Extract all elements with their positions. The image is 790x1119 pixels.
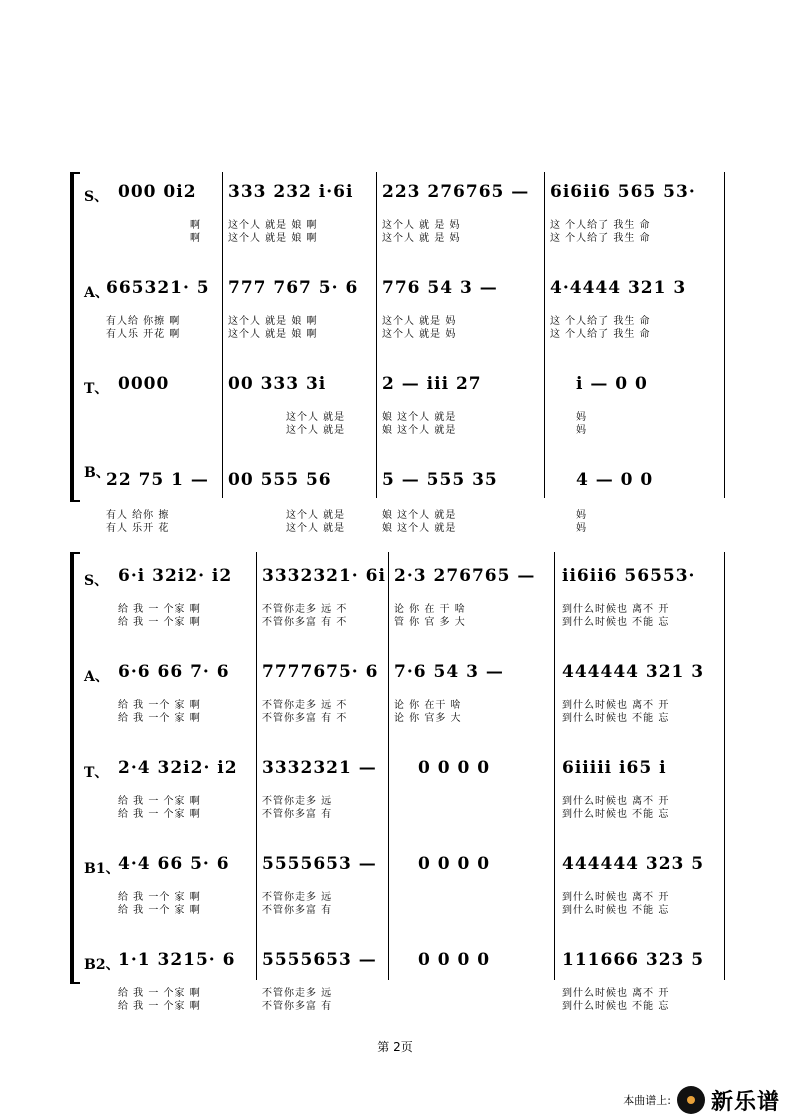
lyric-alto-m1-v1: 有人给 你擦 啊 <box>106 316 181 327</box>
lyric-tenor-m1-v2: 给 我 一 个家 啊 <box>118 809 201 820</box>
part-label-tenor: T、 <box>84 381 109 397</box>
notes-tenor-m2: 00 333 3i <box>228 374 327 394</box>
barline <box>256 552 257 980</box>
notes-tenor-m2: 3332321 — <box>262 758 377 778</box>
part-label-soprano: S、 <box>84 189 109 205</box>
barline <box>222 172 223 498</box>
lyric-bass1-m1-v2: 给 我 一个 家 啊 <box>118 905 201 916</box>
part-label-tenor: T、 <box>84 765 109 781</box>
notes-bass1-m3: 0 0 0 0 <box>418 854 491 874</box>
notes-soprano-m2: 333 232 i·6i <box>228 182 354 202</box>
notes-bass2-m1: 1·1 3215· 6 <box>118 950 236 970</box>
notes-alto-m3: 776 54 3 — <box>382 278 498 298</box>
notes-tenor-m3: 0 0 0 0 <box>418 758 491 778</box>
lyric-bass1-m2-v1: 不管你走多 远 <box>262 892 333 903</box>
lyric-tenor-m3-v1: 娘 这个人 就是 <box>382 412 457 423</box>
lyric-soprano-m3-v1: 论 你 在 干 啥 <box>394 604 466 615</box>
barline <box>554 552 555 980</box>
lyric-tenor-m4-v2: 到什么时候也 不能 忘 <box>562 809 670 820</box>
part-label-bass: B、 <box>84 465 110 481</box>
notes-tenor-m1: 2·4 32i2· i2 <box>118 758 238 778</box>
part-label-soprano: S、 <box>84 573 109 589</box>
notes-bass1-m2: 5555653 — <box>262 854 377 874</box>
notes-bass-m2: 00 555 56 <box>228 470 332 490</box>
lyric-bass1-m4-v1: 到什么时候也 离不 开 <box>562 892 670 903</box>
lyric-soprano-m3-v1: 这个人 就 是 妈 <box>382 220 461 231</box>
lyric-soprano-m3-v2: 这个人 就 是 妈 <box>382 233 461 244</box>
lyric-alto-m2-v1: 不管你走多 远 不 <box>262 700 348 711</box>
part-label-alto: A、 <box>84 669 109 685</box>
notes-alto-m1: 665321· 5 <box>106 278 210 298</box>
notes-soprano-m4: 6i6ii6 565 53· <box>550 182 696 202</box>
notes-alto-m4: 444444 321 3 <box>562 662 705 682</box>
lyric-soprano-m1-v1: 啊 <box>190 220 201 231</box>
lyric-tenor-m2-v2: 这个人 就是 <box>286 425 346 436</box>
lyric-tenor-m1-v1: 给 我 一 个家 啊 <box>118 796 201 807</box>
lyric-tenor-m4-v1: 到什么时候也 离不 开 <box>562 796 670 807</box>
lyric-alto-m3-v2: 论 你 官多 大 <box>394 713 462 724</box>
lyric-tenor-m2-v1: 不管你走多 远 <box>262 796 333 807</box>
lyric-bass2-m4-v1: 到什么时候也 离不 开 <box>562 988 670 999</box>
lyric-alto-m1-v2: 给 我 一个 家 啊 <box>118 713 201 724</box>
notes-bass2-m2: 5555653 — <box>262 950 377 970</box>
lyric-soprano-m3-v2: 管 你 官 多 大 <box>394 617 466 628</box>
page-number: 第 2页 <box>377 1040 413 1054</box>
lyric-soprano-m1-v2: 啊 <box>190 233 201 244</box>
notes-bass1-m4: 444444 323 5 <box>562 854 705 874</box>
notes-tenor-m4: 6iiiii i65 i <box>562 758 667 778</box>
lyric-bass-m3-v2: 娘 这个人 就是 <box>382 523 457 534</box>
lyric-alto-m2-v2: 不管你多富 有 不 <box>262 713 348 724</box>
lyric-bass-m4-v1: 妈 <box>576 510 587 521</box>
lyric-bass-m2-v2: 这个人 就是 <box>286 523 346 534</box>
brand-name: 新乐谱 <box>710 1089 780 1115</box>
notes-bass-m1: 22 75 1 — <box>106 470 209 490</box>
notes-tenor-m4: i — 0 0 <box>576 374 648 394</box>
notes-soprano-m1: 000 0i2 <box>118 182 197 202</box>
lyric-soprano-m2-v2: 这个人 就是 娘 啊 <box>228 233 318 244</box>
lyric-bass2-m1-v2: 给 我 一 个家 啊 <box>118 1001 201 1012</box>
lyric-soprano-m1-v2: 给 我 一 个家 啊 <box>118 617 201 628</box>
notes-soprano-m2: 3332321· 6i <box>262 566 386 586</box>
lyric-bass-m1-v1: 有人 给你 擦 <box>106 510 170 521</box>
lyric-soprano-m2-v2: 不管你多富 有 不 <box>262 617 348 628</box>
lyric-bass2-m2-v1: 不管你走多 远 <box>262 988 333 999</box>
notes-alto-m1: 6·6 66 7· 6 <box>118 662 230 682</box>
lyric-alto-m1-v2: 有人乐 开花 啊 <box>106 329 181 340</box>
notes-soprano-m1: 6·i 32i2· i2 <box>118 566 233 586</box>
lyric-bass-m4-v2: 妈 <box>576 523 587 534</box>
part-label-alto: A、 <box>84 285 109 301</box>
lyric-alto-m2-v2: 这个人 就是 娘 啊 <box>228 329 318 340</box>
lyric-alto-m3-v1: 这个人 就是 妈 <box>382 316 457 327</box>
lyric-soprano-m2-v1: 这个人 就是 娘 啊 <box>228 220 318 231</box>
notes-alto-m2: 777 767 5· 6 <box>228 278 359 298</box>
lyric-soprano-m4-v1: 这 个人给了 我生 命 <box>550 220 651 231</box>
lyric-soprano-m2-v1: 不管你走多 远 不 <box>262 604 348 615</box>
barline <box>724 552 725 980</box>
notes-alto-m2: 7777675· 6 <box>262 662 379 682</box>
barline <box>376 172 377 498</box>
notes-bass2-m3: 0 0 0 0 <box>418 950 491 970</box>
notes-bass2-m4: 111666 323 5 <box>562 950 705 970</box>
lyric-alto-m4-v1: 到什么时候也 离不 开 <box>562 700 670 711</box>
notes-tenor-m3: 2 — iii 27 <box>382 374 482 394</box>
vinyl-disc-icon <box>677 1086 705 1114</box>
notes-alto-m4: 4·4444 321 3 <box>550 278 687 298</box>
lyric-soprano-m4-v1: 到什么时候也 离不 开 <box>562 604 670 615</box>
barline <box>388 552 389 980</box>
lyric-bass-m2-v1: 这个人 就是 <box>286 510 346 521</box>
part-label-bass1: B1、 <box>84 861 120 877</box>
lyric-alto-m2-v1: 这个人 就是 娘 啊 <box>228 316 318 327</box>
system-bracket <box>70 172 80 502</box>
notes-soprano-m3: 2·3 276765 — <box>394 566 536 586</box>
lyric-tenor-m3-v2: 娘 这个人 就是 <box>382 425 457 436</box>
lyric-tenor-m2-v2: 不管你多富 有 <box>262 809 333 820</box>
lyric-bass2-m1-v1: 给 我 一 个家 啊 <box>118 988 201 999</box>
barline <box>544 172 545 498</box>
score-system-2 <box>70 552 730 1022</box>
lyric-bass-m1-v2: 有人 乐开 花 <box>106 523 170 534</box>
lyric-soprano-m1-v1: 给 我 一 个家 啊 <box>118 604 201 615</box>
lyric-bass1-m2-v2: 不管你多富 有 <box>262 905 333 916</box>
part-label-bass2: B2、 <box>84 957 120 973</box>
lyric-tenor-m4-v1: 妈 <box>576 412 587 423</box>
lyric-bass2-m4-v2: 到什么时候也 不能 忘 <box>562 1001 670 1012</box>
lyric-bass-m3-v1: 娘 这个人 就是 <box>382 510 457 521</box>
score-system-1 <box>70 172 730 502</box>
lyric-alto-m3-v2: 这个人 就是 妈 <box>382 329 457 340</box>
lyric-tenor-m4-v2: 妈 <box>576 425 587 436</box>
notes-soprano-m3: 223 276765 — <box>382 182 530 202</box>
brand-prefix: 本曲谱上: <box>623 1094 671 1107</box>
lyric-alto-m4-v2: 这 个人给了 我生 命 <box>550 329 651 340</box>
lyric-bass1-m4-v2: 到什么时候也 不能 忘 <box>562 905 670 916</box>
lyric-soprano-m4-v2: 这 个人给了 我生 命 <box>550 233 651 244</box>
notes-bass-m4: 4 — 0 0 <box>576 470 654 490</box>
notes-bass-m3: 5 — 555 35 <box>382 470 498 490</box>
lyric-bass1-m1-v1: 给 我 一个 家 啊 <box>118 892 201 903</box>
lyric-alto-m4-v2: 到什么时候也 不能 忘 <box>562 713 670 724</box>
barline <box>724 172 725 498</box>
notes-alto-m3: 7·6 54 3 — <box>394 662 504 682</box>
lyric-alto-m3-v1: 论 你 在干 啥 <box>394 700 462 711</box>
lyric-alto-m4-v1: 这 个人给了 我生 命 <box>550 316 651 327</box>
lyric-tenor-m2-v1: 这个人 就是 <box>286 412 346 423</box>
notes-bass1-m1: 4·4 66 5· 6 <box>118 854 230 874</box>
system-bracket <box>70 552 80 984</box>
notes-tenor-m1: 0000 <box>118 374 170 394</box>
lyric-bass2-m2-v2: 不管你多富 有 <box>262 1001 333 1012</box>
brand-watermark <box>623 1084 780 1116</box>
lyric-soprano-m4-v2: 到什么时候也 不能 忘 <box>562 617 670 628</box>
lyric-alto-m1-v1: 给 我 一个 家 啊 <box>118 700 201 711</box>
notes-soprano-m4: ii6ii6 56553· <box>562 566 696 586</box>
